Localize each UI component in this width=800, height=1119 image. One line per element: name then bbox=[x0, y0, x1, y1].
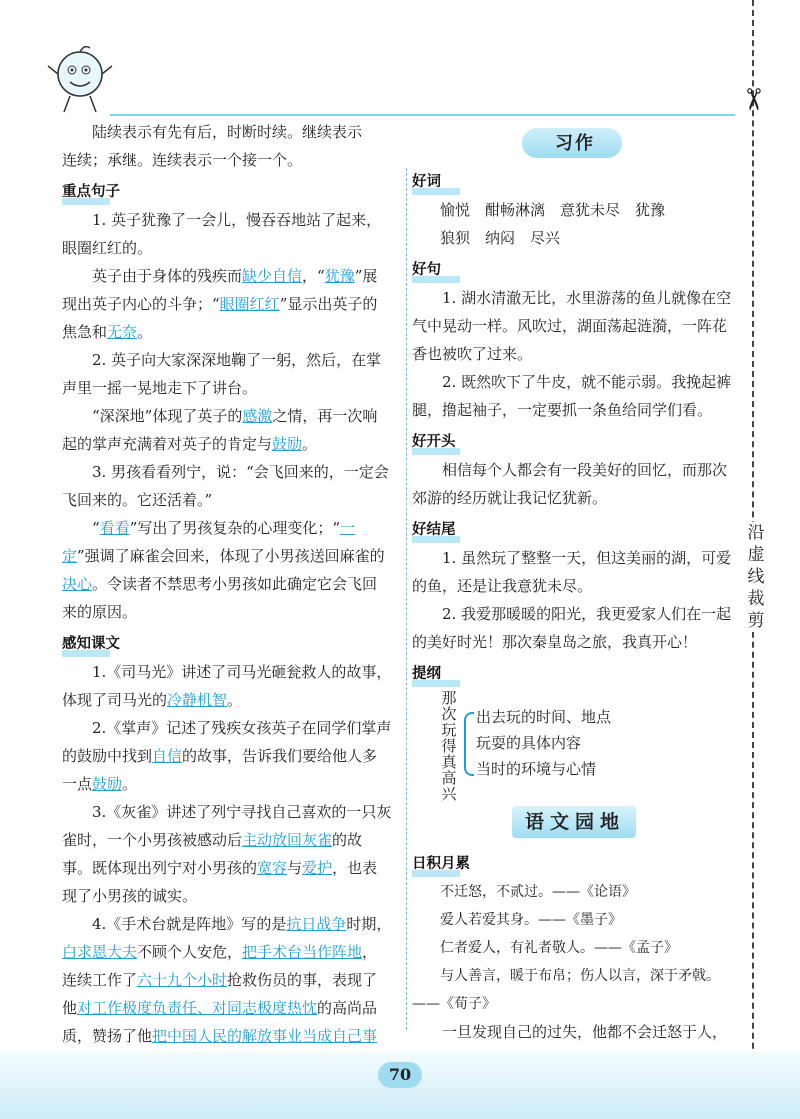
text-summary-1: 1.《司马光》讲述了司马光砸瓮救人的故事，体现了司马光的冷静机智。 bbox=[62, 663, 392, 709]
section-title: 感知课文 bbox=[62, 630, 392, 658]
sentence-2: 2. 英子向大家深深地鞠了一躬，然后，在掌声里一摇一晃地走下了讲台。 bbox=[62, 351, 382, 397]
chinese-garden-banner bbox=[412, 798, 738, 844]
intro-text: 陆续表示有先有后，时断时续。继续表示 连续；承继。连续表示一个接一个。 bbox=[62, 123, 363, 169]
quote-4: 与人善言，暖于布帛；伤人以言，深于矛戟。——《荀子》 bbox=[412, 968, 720, 1012]
good-ending-1: 1. 虽然玩了整整一天，但这美丽的湖，可爱的鱼，还是让我意犹未尽。 bbox=[412, 549, 732, 595]
outline bbox=[440, 689, 738, 803]
good-sentence-2: 2. 既然吹下了牛皮，就不能示弱。我挽起裤腿，撸起袖子，一定要抓一条鱼给同学们看。 bbox=[412, 373, 732, 419]
outline-item: 出去玩的时间、地点 bbox=[476, 708, 612, 726]
column-divider bbox=[406, 168, 407, 1030]
sentence-1-analysis: 英子由于身体的残疾而缺少自信，“犹豫”展现出英子内心的斗争；“眼圈红红”显示出英子的焦急和无奈。 bbox=[62, 267, 378, 341]
text-summary-4: 4.《手术台就是阵地》写的是抗日战争时期，白求恩大夫不顾个人安危，把手术台当作阵地，连续工作了六十九个小时抢救伤员的事，表现了他对工作极度负责任、对同志极度热忱的高尚品质，赞扬了他把中国人民的解放事业当成自己事 bbox=[62, 915, 392, 1045]
quote-1: 不迁怒，不贰过。——《论语》 bbox=[440, 884, 636, 900]
word-list-1: 愉悦 酣畅淋漓 意犹未尽 犹豫 bbox=[440, 201, 666, 219]
text-summary-2: 2.《掌声》记述了残疾女孩英子在同学们掌声的鼓励中找到自信的故事，告诉我们要给他人多一点鼓励。 bbox=[62, 719, 392, 793]
quote-explanation: 一旦发现自己的过失，他都不会迁怒于人， bbox=[442, 1023, 728, 1041]
banner-title: 习作 bbox=[555, 133, 595, 154]
right-column bbox=[412, 118, 738, 1102]
good-opening: 相信每个人都会有一段美好的回忆，而那次郊游的经历就让我记忆犹新。 bbox=[412, 461, 728, 507]
section-title: 提纲 bbox=[412, 660, 738, 688]
outline-item: 当时的环境与心情 bbox=[476, 760, 597, 778]
sentence-3: 3. 男孩看看列宁，说：“会飞回来的，一定会飞回来的。它还活着。” bbox=[62, 463, 389, 509]
writing-banner bbox=[412, 122, 738, 164]
section-title: 重点句子 bbox=[62, 178, 392, 206]
section-title: 好开头 bbox=[412, 428, 738, 456]
section-title: 日积月累 bbox=[412, 850, 738, 878]
text-summary-3: 3.《灰雀》讲述了列宁寻找自己喜欢的一只灰雀时，一个小男孩被感动后主动放回灰雀的故事。既体现出列宁对小男孩的宽容与爱护，也表现了小男孩的诚实。 bbox=[62, 803, 392, 905]
header-band bbox=[0, 0, 800, 118]
word-list-2: 狼狈 纳闷 尽兴 bbox=[440, 229, 561, 247]
scissors-icon: ✂ bbox=[735, 86, 771, 113]
section-title: 好结尾 bbox=[412, 516, 738, 544]
outline-topic: 那次玩得真高兴 bbox=[441, 689, 457, 803]
outline-items bbox=[476, 704, 611, 782]
banner-title: 语文园地 bbox=[524, 811, 625, 833]
good-sentence-1: 1. 湖水清澈无比，水里游荡的鱼儿就像在空气中晃动一样。风吹过，湖面荡起涟漪，一阵花香也被吹了过来。 bbox=[412, 289, 732, 363]
outline-item: 玩耍的具体内容 bbox=[476, 734, 582, 752]
section-title: 好句 bbox=[412, 256, 738, 284]
good-ending-2: 2. 我爱那暖暖的阳光，我更爱家人们在一起的美好时光！那次秦皇岛之旅，我真开心！ bbox=[412, 605, 732, 651]
brace-icon bbox=[464, 712, 474, 776]
quote-2: 爱人若爱其身。——《墨子》 bbox=[440, 912, 622, 928]
left-column bbox=[62, 118, 392, 1078]
section-title: 好词 bbox=[412, 168, 738, 196]
sentence-3-analysis: “看看”写出了男孩复杂的心理变化；“一定”强调了麻雀会回来，体现了小男孩送回麻雀的决心。令读者不禁思考小男孩如此确定它会飞回来的原因。 bbox=[62, 519, 385, 621]
header-rule bbox=[110, 114, 735, 116]
mascot-icon bbox=[40, 40, 120, 120]
sentence-2-analysis: “深深地”体现了英子的感激之情，再一次响起的掌声充满着对英子的肯定与鼓励。 bbox=[62, 407, 378, 453]
sentence-1: 1. 英子犹豫了一会儿，慢吞吞地站了起来，眼圈红红的。 bbox=[62, 211, 382, 257]
page-number: 70 bbox=[378, 1062, 422, 1088]
cut-instruction: 沿 虚 线 裁 剪 bbox=[742, 522, 770, 632]
quote-3: 仁者爱人，有礼者敬人。——《孟子》 bbox=[440, 940, 678, 956]
